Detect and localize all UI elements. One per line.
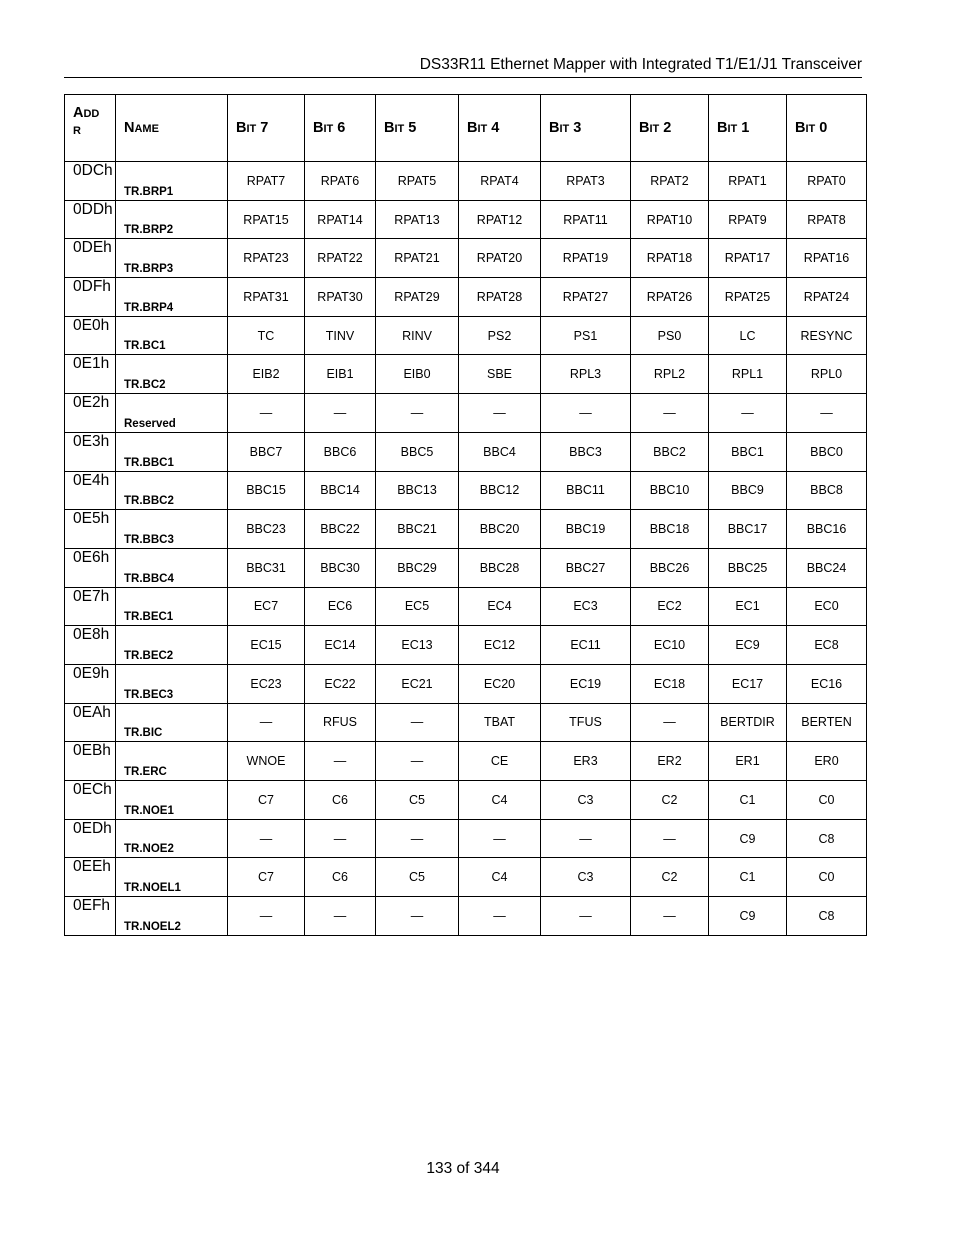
bit-3-cell: ER3 (541, 742, 631, 781)
register-address: 0DEh (65, 239, 116, 278)
bit-7-cell: EC7 (228, 587, 305, 626)
table-row (65, 548, 867, 587)
bit-4-cell: BBC4 (459, 432, 541, 471)
table-row (65, 471, 867, 510)
bit-6-cell: BBC14 (305, 471, 376, 510)
bit-7-cell: RPAT23 (228, 239, 305, 278)
bit-5-cell: C5 (376, 781, 459, 820)
bit-2-cell: RPL2 (631, 355, 709, 394)
bit-0-cell: BERTEN (787, 703, 867, 742)
table-row (65, 819, 867, 858)
bit-2-cell: PS0 (631, 316, 709, 355)
bit-6-cell: EC6 (305, 587, 376, 626)
bit-7-cell: — (228, 703, 305, 742)
bit-5-cell: — (376, 897, 459, 936)
bit-7-cell: BBC31 (228, 548, 305, 587)
bit-7-cell: — (228, 394, 305, 433)
bit-6-cell: RPAT14 (305, 200, 376, 239)
bit-1-cell: BBC1 (709, 432, 787, 471)
bit-4-cell: EC20 (459, 664, 541, 703)
register-name: TR.BEC1 (116, 587, 228, 626)
bit-0-cell: RPL0 (787, 355, 867, 394)
bit-2-cell: C2 (631, 858, 709, 897)
bit-3-cell: EC11 (541, 626, 631, 665)
bit-5-cell: — (376, 394, 459, 433)
bit-1-cell: BBC17 (709, 510, 787, 549)
bit-3-cell: BBC27 (541, 548, 631, 587)
bit-5-cell: RPAT13 (376, 200, 459, 239)
bit-6-cell: C6 (305, 781, 376, 820)
register-address: 0E0h (65, 316, 116, 355)
bit-1-cell: BBC25 (709, 548, 787, 587)
register-name: TR.NOE1 (116, 781, 228, 820)
bit-3-cell: RPAT19 (541, 239, 631, 278)
bit-1-cell: RPAT25 (709, 278, 787, 317)
bit-5-cell: RPAT21 (376, 239, 459, 278)
bit-4-cell: — (459, 394, 541, 433)
bit-6-cell: — (305, 742, 376, 781)
bit-2-cell: BBC26 (631, 548, 709, 587)
register-name: TR.BBC4 (116, 548, 228, 587)
bit-7-cell: EIB2 (228, 355, 305, 394)
column-header-bit0: BIT 0 (787, 95, 867, 162)
bit-6-cell: RPAT22 (305, 239, 376, 278)
bit-4-cell: BBC28 (459, 548, 541, 587)
table-row (65, 239, 867, 278)
bit-0-cell: BBC16 (787, 510, 867, 549)
bit-2-cell: EC18 (631, 664, 709, 703)
register-address: 0E1h (65, 355, 116, 394)
bit-6-cell: EIB1 (305, 355, 376, 394)
bit-4-cell: RPAT12 (459, 200, 541, 239)
bit-0-cell: C8 (787, 819, 867, 858)
bit-5-cell: EIB0 (376, 355, 459, 394)
bit-2-cell: C2 (631, 781, 709, 820)
bit-3-cell: — (541, 394, 631, 433)
bit-2-cell: RPAT10 (631, 200, 709, 239)
bit-1-cell: BBC9 (709, 471, 787, 510)
bit-5-cell: C5 (376, 858, 459, 897)
bit-7-cell: BBC23 (228, 510, 305, 549)
column-header-bit5: BIT 5 (376, 95, 459, 162)
bit-3-cell: RPAT11 (541, 200, 631, 239)
bit-1-cell: C1 (709, 781, 787, 820)
bit-6-cell: TINV (305, 316, 376, 355)
bit-0-cell: EC16 (787, 664, 867, 703)
bit-6-cell: RPAT30 (305, 278, 376, 317)
bit-0-cell: RPAT24 (787, 278, 867, 317)
register-name: TR.BRP4 (116, 278, 228, 317)
bit-6-cell: BBC6 (305, 432, 376, 471)
bit-4-cell: — (459, 819, 541, 858)
bit-2-cell: BBC2 (631, 432, 709, 471)
bit-4-cell: BBC12 (459, 471, 541, 510)
table-row (65, 626, 867, 665)
table-row (65, 432, 867, 471)
bit-1-cell: C1 (709, 858, 787, 897)
bit-3-cell: — (541, 897, 631, 936)
register-name: TR.BC1 (116, 316, 228, 355)
register-name: Reserved (116, 394, 228, 433)
bit-2-cell: — (631, 394, 709, 433)
register-name: TR.ERC (116, 742, 228, 781)
bit-1-cell: EC9 (709, 626, 787, 665)
bit-5-cell: EC21 (376, 664, 459, 703)
bit-4-cell: RPAT28 (459, 278, 541, 317)
bit-2-cell: EC2 (631, 587, 709, 626)
bit-4-cell: BBC20 (459, 510, 541, 549)
bit-7-cell: RPAT7 (228, 162, 305, 201)
bit-2-cell: BBC10 (631, 471, 709, 510)
register-address: 0ECh (65, 781, 116, 820)
register-name: TR.NOEL2 (116, 897, 228, 936)
register-address: 0DDh (65, 200, 116, 239)
register-name: TR.BIC (116, 703, 228, 742)
table-row (65, 742, 867, 781)
column-header-bit1: BIT 1 (709, 95, 787, 162)
bit-1-cell: C9 (709, 897, 787, 936)
page-footer (0, 1160, 926, 1178)
bit-5-cell: BBC13 (376, 471, 459, 510)
document-title: DS33R11 Ethernet Mapper with Integrated T1/E1/J1 Transceiver (419, 56, 862, 73)
table-row (65, 664, 867, 703)
bit-0-cell: RPAT0 (787, 162, 867, 201)
bit-1-cell: RPL1 (709, 355, 787, 394)
register-address: 0EDh (65, 819, 116, 858)
bit-1-cell: LC (709, 316, 787, 355)
bit-2-cell: — (631, 897, 709, 936)
bit-3-cell: EC3 (541, 587, 631, 626)
bit-7-cell: BBC7 (228, 432, 305, 471)
bit-6-cell: RPAT6 (305, 162, 376, 201)
column-header-bit2: BIT 2 (631, 95, 709, 162)
table-row (65, 587, 867, 626)
register-name: TR.BRP1 (116, 162, 228, 201)
bit-0-cell: C8 (787, 897, 867, 936)
bit-5-cell: — (376, 703, 459, 742)
bit-4-cell: TBAT (459, 703, 541, 742)
bit-1-cell: EC17 (709, 664, 787, 703)
bit-5-cell: EC13 (376, 626, 459, 665)
bit-0-cell: ER0 (787, 742, 867, 781)
bit-1-cell: RPAT1 (709, 162, 787, 201)
bit-0-cell: RPAT8 (787, 200, 867, 239)
bit-3-cell: C3 (541, 781, 631, 820)
register-name: TR.BRP3 (116, 239, 228, 278)
register-address: 0E6h (65, 548, 116, 587)
bit-7-cell: RPAT31 (228, 278, 305, 317)
bit-4-cell: RPAT20 (459, 239, 541, 278)
bit-2-cell: RPAT26 (631, 278, 709, 317)
bit-6-cell: EC14 (305, 626, 376, 665)
register-address: 0EAh (65, 703, 116, 742)
page-number: 133 of 344 (426, 1160, 500, 1177)
bit-7-cell: — (228, 897, 305, 936)
bit-6-cell: — (305, 394, 376, 433)
bit-3-cell: BBC11 (541, 471, 631, 510)
table-body (65, 162, 867, 936)
bit-2-cell: RPAT18 (631, 239, 709, 278)
bit-6-cell: C6 (305, 858, 376, 897)
register-name: TR.BBC2 (116, 471, 228, 510)
bit-0-cell: C0 (787, 858, 867, 897)
bit-1-cell: EC1 (709, 587, 787, 626)
bit-5-cell: RPAT29 (376, 278, 459, 317)
register-address: 0E9h (65, 664, 116, 703)
bit-6-cell: BBC30 (305, 548, 376, 587)
bit-3-cell: EC19 (541, 664, 631, 703)
table-row (65, 510, 867, 549)
bit-6-cell: RFUS (305, 703, 376, 742)
bit-4-cell: EC12 (459, 626, 541, 665)
table-row (65, 394, 867, 433)
bit-0-cell: C0 (787, 781, 867, 820)
register-address: 0DCh (65, 162, 116, 201)
column-header-name: NAME (116, 95, 228, 162)
bit-2-cell: ER2 (631, 742, 709, 781)
bit-0-cell: BBC24 (787, 548, 867, 587)
register-address: 0EEh (65, 858, 116, 897)
table-row (65, 162, 867, 201)
table-row (65, 355, 867, 394)
bit-0-cell: — (787, 394, 867, 433)
bit-7-cell: TC (228, 316, 305, 355)
bit-1-cell: BERTDIR (709, 703, 787, 742)
bit-3-cell: C3 (541, 858, 631, 897)
bit-0-cell: BBC0 (787, 432, 867, 471)
bit-4-cell: C4 (459, 858, 541, 897)
bit-1-cell: RPAT17 (709, 239, 787, 278)
bit-2-cell: RPAT2 (631, 162, 709, 201)
bit-7-cell: EC15 (228, 626, 305, 665)
bit-0-cell: RPAT16 (787, 239, 867, 278)
bit-4-cell: RPAT4 (459, 162, 541, 201)
bit-5-cell: RINV (376, 316, 459, 355)
bit-2-cell: EC10 (631, 626, 709, 665)
register-address: 0E3h (65, 432, 116, 471)
register-address: 0E4h (65, 471, 116, 510)
bit-3-cell: BBC3 (541, 432, 631, 471)
bit-3-cell: RPAT27 (541, 278, 631, 317)
table-row (65, 897, 867, 936)
bit-0-cell: EC8 (787, 626, 867, 665)
bit-1-cell: C9 (709, 819, 787, 858)
bit-4-cell: — (459, 897, 541, 936)
bit-6-cell: — (305, 897, 376, 936)
table-row (65, 200, 867, 239)
bit-1-cell: RPAT9 (709, 200, 787, 239)
bit-7-cell: C7 (228, 781, 305, 820)
bit-3-cell: TFUS (541, 703, 631, 742)
register-name: TR.BRP2 (116, 200, 228, 239)
bit-4-cell: SBE (459, 355, 541, 394)
bit-0-cell: EC0 (787, 587, 867, 626)
bit-3-cell: — (541, 819, 631, 858)
bit-2-cell: — (631, 703, 709, 742)
table-row (65, 781, 867, 820)
bit-4-cell: PS2 (459, 316, 541, 355)
register-name: TR.BC2 (116, 355, 228, 394)
register-address: 0E8h (65, 626, 116, 665)
bit-7-cell: — (228, 819, 305, 858)
register-address: 0EBh (65, 742, 116, 781)
register-address: 0E5h (65, 510, 116, 549)
bit-6-cell: BBC22 (305, 510, 376, 549)
table-row (65, 316, 867, 355)
column-header-bit4: BIT 4 (459, 95, 541, 162)
bit-0-cell: RESYNC (787, 316, 867, 355)
bit-5-cell: BBC29 (376, 548, 459, 587)
register-address: 0DFh (65, 278, 116, 317)
bit-5-cell: — (376, 819, 459, 858)
register-name: TR.BEC3 (116, 664, 228, 703)
column-header-addr: ADD R (65, 95, 116, 162)
bit-3-cell: RPAT3 (541, 162, 631, 201)
bit-2-cell: — (631, 819, 709, 858)
register-table (64, 94, 867, 936)
bit-4-cell: CE (459, 742, 541, 781)
table-row (65, 858, 867, 897)
register-address: 0E2h (65, 394, 116, 433)
column-header-bit6: BIT 6 (305, 95, 376, 162)
bit-6-cell: — (305, 819, 376, 858)
bit-7-cell: BBC15 (228, 471, 305, 510)
bit-1-cell: ER1 (709, 742, 787, 781)
register-name: TR.NOEL1 (116, 858, 228, 897)
column-header-bit3: BIT 3 (541, 95, 631, 162)
bit-7-cell: WNOE (228, 742, 305, 781)
table-row (65, 278, 867, 317)
bit-5-cell: — (376, 742, 459, 781)
table-header-row (65, 95, 867, 162)
bit-3-cell: PS1 (541, 316, 631, 355)
register-name: TR.BBC1 (116, 432, 228, 471)
bit-2-cell: BBC18 (631, 510, 709, 549)
column-header-bit7: BIT 7 (228, 95, 305, 162)
bit-5-cell: BBC21 (376, 510, 459, 549)
bit-5-cell: EC5 (376, 587, 459, 626)
bit-7-cell: RPAT15 (228, 200, 305, 239)
bit-1-cell: — (709, 394, 787, 433)
register-name: TR.NOE2 (116, 819, 228, 858)
bit-7-cell: C7 (228, 858, 305, 897)
page-header (64, 55, 862, 78)
bit-0-cell: BBC8 (787, 471, 867, 510)
table-row (65, 703, 867, 742)
bit-5-cell: RPAT5 (376, 162, 459, 201)
register-name: TR.BBC3 (116, 510, 228, 549)
register-address: 0EFh (65, 897, 116, 936)
bit-3-cell: RPL3 (541, 355, 631, 394)
bit-5-cell: BBC5 (376, 432, 459, 471)
bit-6-cell: EC22 (305, 664, 376, 703)
bit-4-cell: C4 (459, 781, 541, 820)
register-name: TR.BEC2 (116, 626, 228, 665)
bit-3-cell: BBC19 (541, 510, 631, 549)
register-address: 0E7h (65, 587, 116, 626)
bit-7-cell: EC23 (228, 664, 305, 703)
bit-4-cell: EC4 (459, 587, 541, 626)
